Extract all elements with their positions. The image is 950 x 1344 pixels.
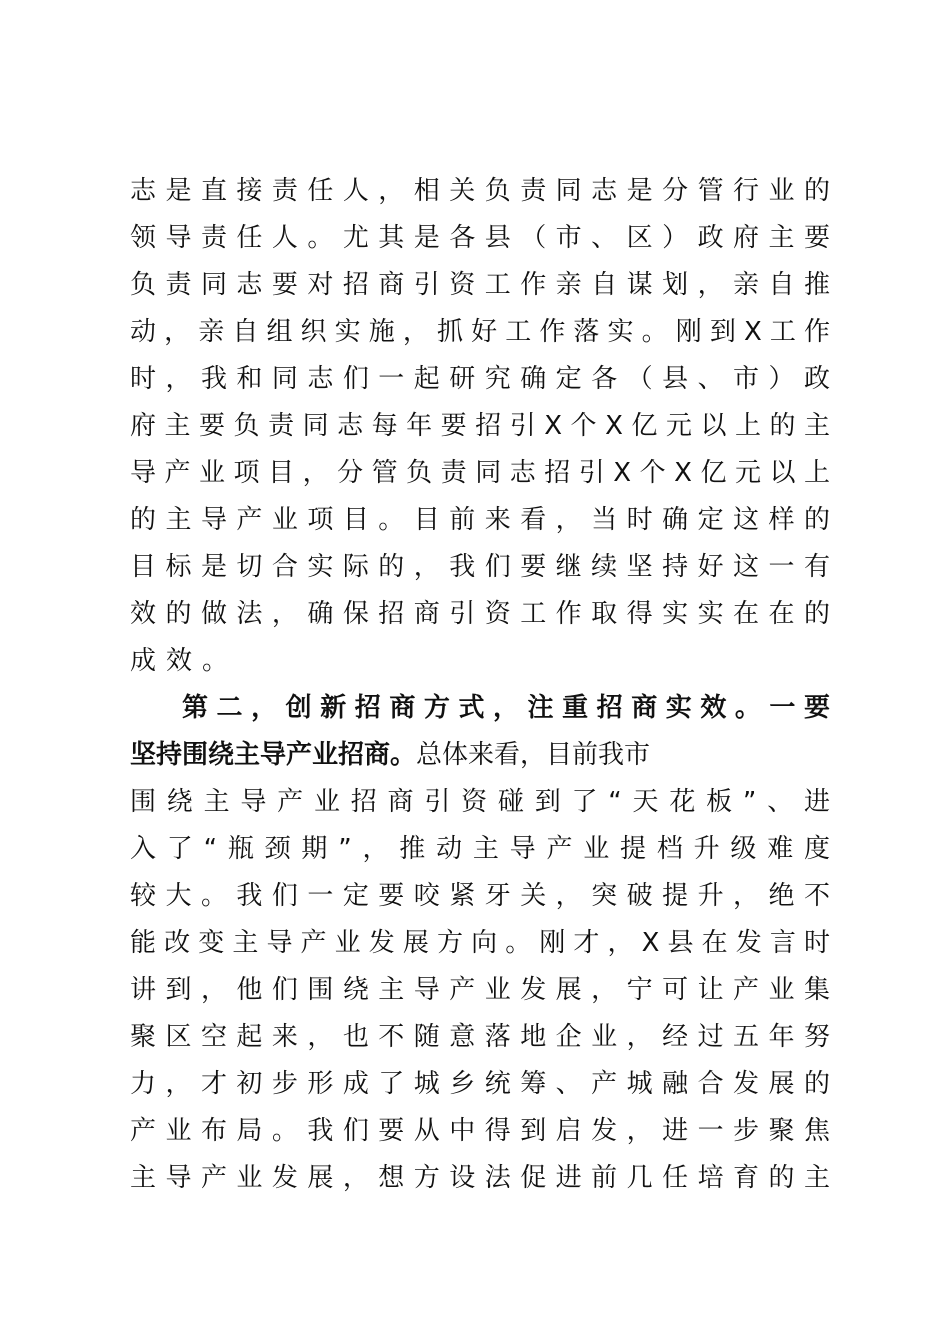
- body-text: 总体来看，目前我市: [416, 740, 651, 770]
- text-line: 时，我和同志们一起研究确定各（县、市）政: [130, 364, 830, 394]
- text-line: 志是直接责任人，相关负责同志是分管行业的: [130, 176, 830, 206]
- section-heading: 第二，创新招商方式，注重招商实效。一要: [182, 693, 830, 723]
- text-line: 目标是切合实际的，我们要继续坚持好这一有: [130, 552, 830, 582]
- text-line: 效的做法，确保招商引资工作取得实实在在的: [130, 599, 830, 629]
- document-body: [130, 168, 830, 1202]
- text-line: 聚区空起来，也不随意落地企业，经过五年努: [130, 1022, 830, 1052]
- text-line: 负责同志要对招商引资工作亲自谋划，亲自推: [130, 270, 830, 300]
- text-line: 产业布局。我们要从中得到启发，进一步聚焦: [130, 1116, 830, 1146]
- text-line: 动，亲自组织实施，抓好工作落实。刚到X工作: [130, 317, 830, 347]
- subheading-text: 坚持围绕主导产业招商。: [130, 740, 417, 770]
- text-line: 讲到，他们围绕主导产业发展，宁可让产业集: [130, 975, 830, 1005]
- text-line: 较大。我们一定要咬紧牙关，突破提升，绝不: [130, 881, 830, 911]
- paragraph-1: [130, 168, 830, 685]
- text-line: 入了“瓶颈期”，推动主导产业提档升级难度: [130, 834, 830, 864]
- text-line: 导产业项目，分管负责同志招引X个X亿元以上: [130, 458, 830, 488]
- text-line: [130, 732, 830, 779]
- text-line: 主导产业发展，想方设法促进前几任培育的主: [130, 1163, 830, 1193]
- text-line: 围绕主导产业招商引资碰到了“天花板”、进: [130, 787, 830, 817]
- text-line: 的主导产业项目。目前来看，当时确定这样的: [130, 505, 830, 535]
- text-line: 领导责任人。尤其是各县（市、区）政府主要: [130, 223, 830, 253]
- text-line: 府主要负责同志每年要招引X个X亿元以上的主: [130, 411, 830, 441]
- text-line: 成效。: [130, 646, 239, 676]
- text-line: 力，才初步形成了城乡统筹、产城融合发展的: [130, 1069, 830, 1099]
- paragraph-2: [130, 685, 830, 1202]
- text-line: 能改变主导产业发展方向。刚才，X县在发言时: [130, 928, 830, 958]
